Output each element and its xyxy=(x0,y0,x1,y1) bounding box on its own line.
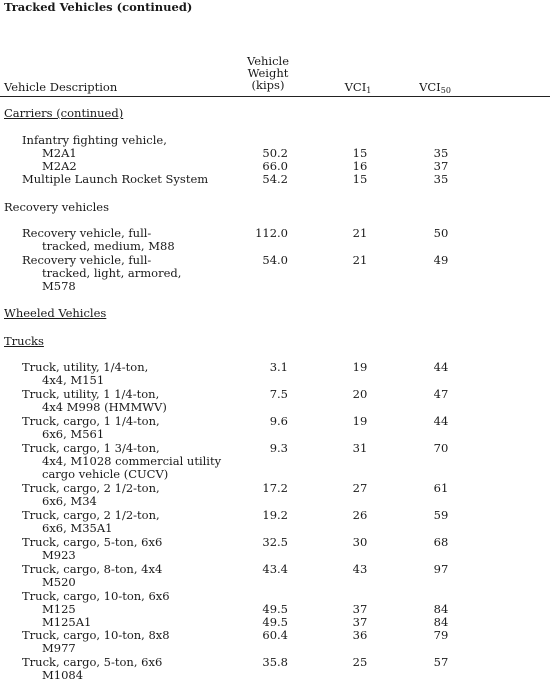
vehicle-weight: 54.0 xyxy=(262,253,288,267)
section-title: Recovery vehicles xyxy=(4,200,109,214)
vehicle-description: M2A1 xyxy=(42,146,77,160)
vci50-value: 35 xyxy=(433,172,449,186)
vehicle-description: M1084 xyxy=(42,668,84,682)
vehicle-weight: 60.4 xyxy=(262,628,288,642)
vci50-value: 79 xyxy=(433,628,449,642)
vehicle-description: tracked, medium, M88 xyxy=(42,239,175,253)
vehicle-description: M125 xyxy=(42,602,76,616)
vci1-value: 36 xyxy=(352,628,368,642)
vci1-value: 37 xyxy=(352,602,368,616)
vci50-value: 35 xyxy=(433,146,449,160)
weight-header-line: (kips) xyxy=(251,78,285,92)
vci50-subscript: 50 xyxy=(440,86,451,95)
vci1-value: 26 xyxy=(352,508,368,522)
vci50-value: 47 xyxy=(433,387,449,401)
vehicle-weight: 3.1 xyxy=(269,360,288,374)
vci1-value: 16 xyxy=(352,159,368,173)
vehicle-weight: 19.2 xyxy=(262,508,288,522)
vci1-value: 19 xyxy=(352,360,368,374)
vehicle-description: M520 xyxy=(42,575,76,589)
vehicle-description: Truck, cargo, 10-ton, 6x6 xyxy=(22,589,170,603)
vehicle-description: Truck, utility, 1 1/4-ton, xyxy=(22,387,160,401)
vci1-value: 20 xyxy=(352,387,368,401)
vehicle-weight: 50.2 xyxy=(262,146,288,160)
vci50-value: 37 xyxy=(433,159,449,173)
vehicle-description: 4x4, M1028 commercial utility xyxy=(42,454,222,468)
vci1-value: 27 xyxy=(352,481,368,495)
vci1-value: 19 xyxy=(352,414,368,428)
vci1-value: 15 xyxy=(352,172,368,186)
vehicle-weight: 35.8 xyxy=(262,655,288,669)
vci50-value: 68 xyxy=(433,535,449,549)
vci1-value: 31 xyxy=(352,441,368,455)
vci50-value: 70 xyxy=(433,441,449,455)
section-title: Carriers (continued) xyxy=(4,106,124,120)
vehicle-description: Truck, utility, 1/4-ton, xyxy=(22,360,149,374)
vehicle-weight: 9.3 xyxy=(269,441,288,455)
vehicle-description: Recovery vehicle, full- xyxy=(22,226,152,240)
vehicle-weight: 9.6 xyxy=(269,414,288,428)
vci50-value: 61 xyxy=(433,481,449,495)
vehicle-description: Truck, cargo, 1 3/4-ton, xyxy=(22,441,160,455)
vehicle-description: M578 xyxy=(42,279,76,293)
column-header-weight xyxy=(238,55,298,91)
vehicle-weight: 32.5 xyxy=(262,535,288,549)
vci1-subscript: 1 xyxy=(366,86,372,95)
vehicle-weight: 7.5 xyxy=(269,387,288,401)
vci50-value: 84 xyxy=(433,602,449,616)
vehicle-weight: 54.2 xyxy=(262,172,288,186)
column-header-description: Vehicle Description xyxy=(4,80,118,94)
vehicle-weight: 49.5 xyxy=(262,602,288,616)
vehicle-description: M125A1 xyxy=(42,615,92,629)
vehicle-weight: 43.4 xyxy=(262,562,288,576)
vehicle-description: M2A2 xyxy=(42,159,77,173)
vci1-value: 21 xyxy=(352,226,368,240)
vci1-value: 37 xyxy=(352,615,368,629)
vehicle-description: 6x6, M34 xyxy=(42,494,97,508)
vehicle-description: Truck, cargo, 2 1/2-ton, xyxy=(22,481,160,495)
section-title: Wheeled Vehicles xyxy=(4,306,107,320)
vehicle-description: 4x4, M151 xyxy=(42,373,105,387)
vehicle-description: M977 xyxy=(42,641,76,655)
page-heading: Tracked Vehicles (continued) xyxy=(4,0,193,14)
column-header-vci50 xyxy=(410,81,460,97)
vci50-value: 59 xyxy=(433,508,449,522)
vehicle-description: Infantry fighting vehicle, xyxy=(22,133,167,147)
vehicle-weight: 66.0 xyxy=(262,159,288,173)
vci50-value: 84 xyxy=(433,615,449,629)
vehicle-description: 6x6, M561 xyxy=(42,427,105,441)
vehicle-description: 4x4 M998 (HMMWV) xyxy=(42,400,167,414)
vehicle-description: Truck, cargo, 5-ton, 6x6 xyxy=(22,535,163,549)
header-rule xyxy=(0,96,550,97)
vehicle-description: Truck, cargo, 5-ton, 6x6 xyxy=(22,655,163,669)
vehicle-weight: 112.0 xyxy=(255,226,288,240)
weight-header-line: Vehicle xyxy=(246,54,290,68)
vehicle-weight: 17.2 xyxy=(262,481,288,495)
vehicle-description: Multiple Launch Rocket System xyxy=(22,172,209,186)
vehicle-description: Recovery vehicle, full- xyxy=(22,253,152,267)
vci50-base: VCI xyxy=(419,80,441,94)
vehicle-description: Truck, cargo, 1 1/4-ton, xyxy=(22,414,160,428)
vci50-value: 44 xyxy=(433,414,449,428)
vci1-value: 15 xyxy=(352,146,368,160)
vci1-value: 25 xyxy=(352,655,368,669)
vci1-value: 43 xyxy=(352,562,368,576)
vci1-value: 30 xyxy=(352,535,368,549)
vehicle-description: Truck, cargo, 2 1/2-ton, xyxy=(22,508,160,522)
weight-header-line: Weight xyxy=(247,66,289,80)
vehicle-weight: 49.5 xyxy=(262,615,288,629)
vci50-value: 49 xyxy=(433,253,449,267)
vci50-value: 50 xyxy=(433,226,449,240)
vci1-base: VCI xyxy=(344,80,367,94)
column-header-vci1 xyxy=(338,81,378,97)
vehicle-description: cargo vehicle (CUCV) xyxy=(42,467,169,481)
vehicle-description: Truck, cargo, 8-ton, 4x4 xyxy=(22,562,163,576)
vci50-value: 57 xyxy=(433,655,449,669)
vehicle-description: M923 xyxy=(42,548,76,562)
section-title: Trucks xyxy=(4,334,44,348)
vehicle-description: 6x6, M35A1 xyxy=(42,521,113,535)
vci50-value: 97 xyxy=(433,562,449,576)
vci50-value: 44 xyxy=(433,360,449,374)
vci1-value: 21 xyxy=(352,253,368,267)
vehicle-description: Truck, cargo, 10-ton, 8x8 xyxy=(22,628,170,642)
vehicle-description: tracked, light, armored, xyxy=(42,266,182,280)
